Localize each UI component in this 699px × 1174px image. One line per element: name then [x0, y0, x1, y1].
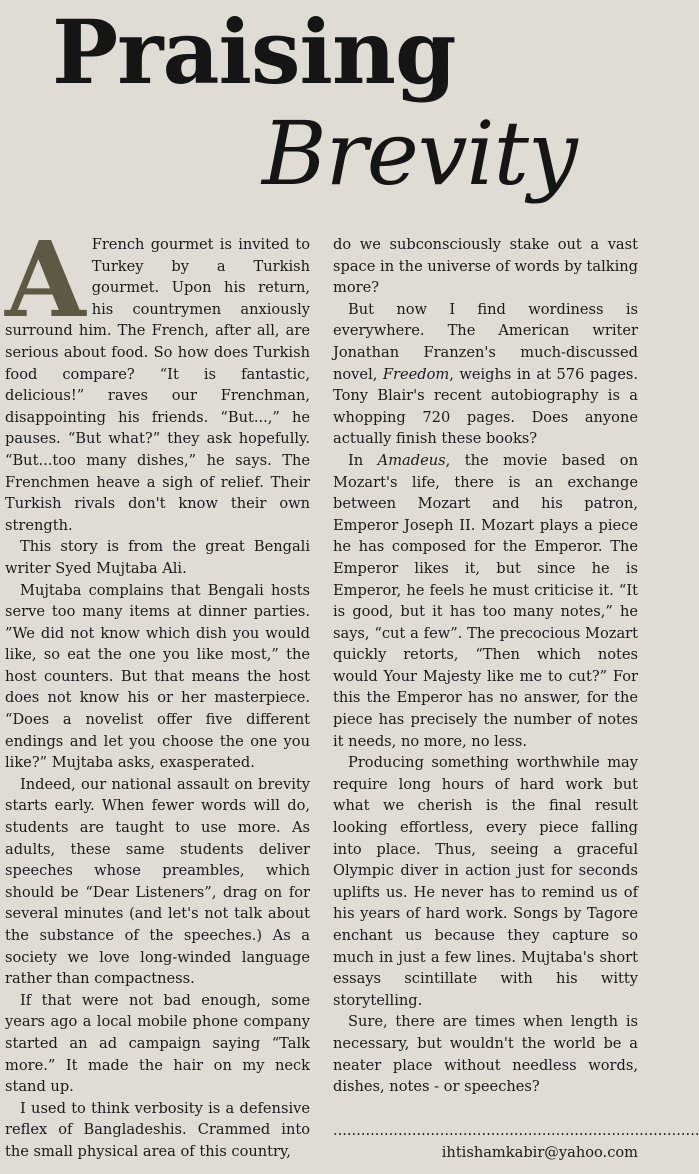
paragraph: But now I find wordiness is everywhere. The American writer Jonathan Franzen's much-discussed novel, Freedom, weighs in at 576 pages. Tony Blair's recent autobiography is a whopping 720 pages. Does anyone actually finish these books? — [333, 300, 638, 448]
paragraph: Sure, there are times when length is necessary, but wouldn't the world be a neater place without needless words, dishes, notes - or speeches? — [333, 1013, 638, 1096]
byline — [333, 1120, 699, 1163]
author-email: ihtishamkabir@yahoo.com — [441, 1143, 638, 1161]
paragraph: Producing something worthwhile may require long hours of hard work but what we cherish is the final result looking effortless, every piece falling into place. Thus, seeing a graceful Olympic diver in action just for seconds uplifts us. He never has to remind us of his years of hard work. Songs by Tagore enchant us because they capture so much in just a few lines. Mujtaba's short essays scintillate with his witty storytelling. — [333, 754, 638, 1009]
paragraph: Mujtaba complains that Bengali hosts serve too many items at dinner parties. ”We did not know which dish you would like, so eat the one you like most,” the host counters. But that means the host does not know his or her masterpiece. “Does a novelist offer five different endings and let you choose the one you like?” Mujtaba asks, exasperated. — [5, 581, 310, 772]
paragraph: I used to think verbosity is a defensive reflex of Bangladeshis. Crammed into the small physical area of this country, — [5, 1099, 310, 1160]
right-column — [333, 234, 638, 1098]
paragraph: A French gourmet is invited to Turkey by a Turkish gourmet. Upon his return, his countrymen anxiously surround him. The French, after all, are serious about food. So how does Turkish food compare? “It is fantastic, delicious!” raves our Frenchman, disappointing his friends. “But...,” he pauses. “But what?” they ask hopefully. “But...too many dishes,” he says. The Frenchmen heave a sigh of relief. Their Turkish rivals don't know their own strength. — [5, 218, 310, 534]
paragraph: In Amadeus, the movie based on Mozart's life, there is an exchange between Mozart and his patron, Emperor Joseph II. Mozart plays a piece he has composed for the Emperor. The Emperor likes it, but since he is Emperor, he feels he must criticise it. “It is good, but it has too many notes,” he says, “cut a few”. The precocious Mozart quickly retorts, “Then which notes would Your Majesty like me to cut?” For this the Emperor has no answer, for the piece has precisely the number of notes it needs, no more, no less. — [333, 451, 638, 750]
dotted-rule: ............................................................................... — [333, 1122, 699, 1139]
headline-line2: Brevity — [262, 102, 577, 205]
headline-line1: Praising — [52, 0, 456, 104]
paragraph: Indeed, our national assault on brevity starts early. When fewer words will do, students are taught to use more. As adults, these same students deliver speeches whose preambles, which should be “Dear Listeners”, drag on for several minutes (and let's not talk about the substance of the speeches.) As a society we love long-winded language rather than compactness. — [5, 775, 310, 988]
left-column — [5, 218, 310, 1163]
drop-cap: A — [5, 218, 86, 341]
paragraph: do we subconsciously stake out a vast space in the universe of words by talking more? — [333, 236, 638, 297]
paragraph: If that were not bad enough, some years ago a local mobile phone company started an ad campaign saying “Talk more.” It made the hair on my neck stand up. — [5, 991, 310, 1096]
paragraph: This story is from the great Bengali writer Syed Mujtaba Ali. — [5, 538, 310, 577]
